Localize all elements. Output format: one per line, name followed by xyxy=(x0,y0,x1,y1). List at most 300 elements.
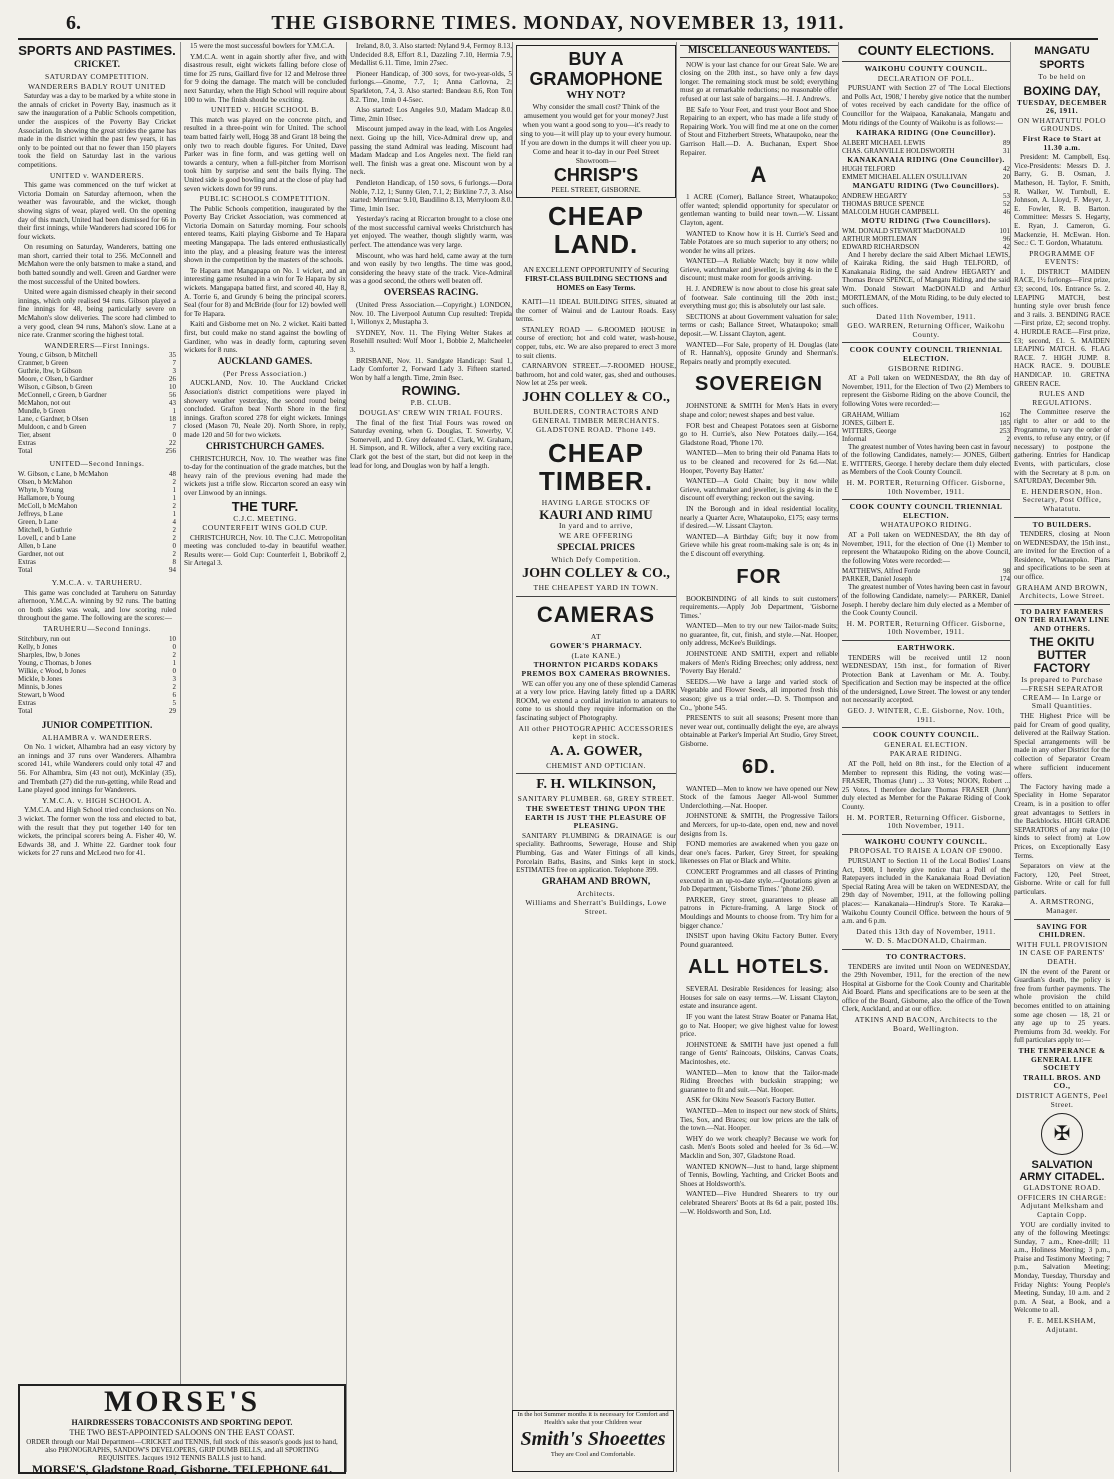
classified-ad: JOHNSTONE & SMITH for Men's Hats in every shape and color; newest shapes and best value. xyxy=(680,402,838,419)
candidate-row xyxy=(842,173,1010,181)
votes-table xyxy=(842,227,1010,251)
article-paragraph: This game was commenced on the turf wicket at Victoria Domain on Saturday afternoon, when the weather was favourable, and the wicket, though showing signs of wear, played well. On the opening day of this match, United had been dismissed for 66 in their first innings, while Wanderers had scored 106 for four wickets. xyxy=(18,181,176,241)
ad-text: They are Cool and Comfortable. xyxy=(550,1451,636,1458)
row-value: 10 xyxy=(169,383,176,392)
classified-ad: CONCERT Programmes and all classes of Printing executed in an up-to-date style.—Quotations given at Job Department, 'Gisborne Times.' 'phone 260. xyxy=(680,867,838,894)
classified-ad: WANTED—A Gold Chain; buy it now while Grieve, watchmaker and jeweller, is giving 4s in the £ discount off everything; reckon out the saving. xyxy=(680,477,838,503)
column-elections xyxy=(838,42,1010,1472)
ad-address: Williams and Sherratt's Buildings, Lowe Street. xyxy=(525,898,667,916)
row-value: 2 xyxy=(172,650,176,659)
row-value: 1 xyxy=(172,494,176,502)
batsman-row xyxy=(18,518,176,526)
batsman-row xyxy=(18,558,176,566)
row-label: McColl, b McMahon xyxy=(18,502,78,510)
article-paragraph: On No. 1 wicket, Alhambra had an easy victory by an innings and 37 runs over Wanderers. Alhambra scored 141, while Wanderers could only total 47 and 56. For Alhambra, Sim (43 not out), McKinlay (35), and Trembath (27) did the run-getting, while Read and Lane played good innings for Wanderers. xyxy=(18,743,176,795)
row-label: Sharples, lbw, b Jones xyxy=(18,650,80,659)
row-value: 29 xyxy=(169,706,176,715)
ad-text: CHEMIST AND OPTICIAN. xyxy=(546,760,646,770)
row-value: 1 xyxy=(172,486,176,494)
subheading: (Per Press Association.) xyxy=(223,368,307,378)
classified-ad: NOW is your last chance for our Great Sale. We are closing on the 20th inst., so have only a few days longer. The remaining stock must be sold; everything must go at remarkable reductions; no reasonable offer refused at our last sale of bargains.—H. J. Andrew's. xyxy=(680,60,838,103)
row-value: 56 xyxy=(169,391,176,400)
votes-table xyxy=(842,192,1010,216)
notice-signature: A. ARMSTRONG, Manager. xyxy=(1029,897,1095,916)
subheading: KAIRAKA RIDING (One Councillor). xyxy=(856,128,996,138)
smiths-shoeettes-ad xyxy=(512,1410,674,1472)
ad-text: CARNARVON STREET.—7-ROOMED HOUSE, bathroom, hot and cold water, gas, shed and outhouses. Now let at 25s per week. xyxy=(516,362,676,388)
batsman-row xyxy=(18,659,176,667)
notice-signature: H. M. PORTER, Returning Officer. Gisborne, 10th November, 1911. xyxy=(846,618,1006,637)
row-value: 1 xyxy=(172,658,176,667)
article-paragraph: Kaiti and Gisborne met on No. 2 wicket. Kaiti batted first, but could make no stand against the bowling of Gardiner, who was in deadly form, capturing seven wickets for 8 runs. xyxy=(184,320,346,355)
wanteds-heading: MISCELLANEOUS WANTEDS. xyxy=(680,45,838,58)
subheading: CHRISTCHURCH GAMES. xyxy=(205,441,325,452)
article-paragraph: AUCKLAND, Nov. 10. The Auckland Cricket Association's district competitions were played in showery weather yesterday, the second round being concluded. Grafton beat North Shore in the first innings. Grafton scored 278 for eight wickets. Innings closed (Mason 70, Neale 20). North Shore, in reply, made 120 and 50 for two wickets. xyxy=(184,379,346,439)
ad-subtitle: WHY NOT? xyxy=(566,89,626,101)
votes-table xyxy=(842,139,1010,155)
batsman-row xyxy=(18,707,176,715)
notice-date: Dated 11th November, 1911. xyxy=(876,311,976,321)
batsman-row xyxy=(18,675,176,683)
display-word: FOR xyxy=(736,565,782,588)
subheading: WITH FULL PROVISION IN CASE OF PARENTS' DEATH. xyxy=(1016,939,1108,967)
row-value: 26 xyxy=(169,375,176,384)
classified-ad: WANTED to Know how it is H. Currie's Seed and Table Potatoes are so much superior to any others; no wonder he wins all prizes. xyxy=(680,229,838,255)
row-label: Guthrie, lbw, b Gibson xyxy=(18,367,82,376)
notice-signature: H. M. PORTER, Returning Officer. Gisborne, 10th November, 1911. xyxy=(846,478,1006,496)
notice-paragraph: 1. DISTRICT MAIDEN RACE, 1½ furlongs—First prize, £3; second, 10s. Entrance 5s. 2. LEAPING MATCH, best hunting style over brush fence and 3 rails. 3. BENDING RACE—First prize, £2; second trophy. 4. HURDLE RACE—First prize, £3; second, £1. 5. MAIDEN LEAPING MATCH. 6. FLAG RACE. 7. HIGH JUMP. 8. HACK RACE. 9. DOUBLE HANDICAP. 10. GRETNA GREEN RACE. xyxy=(1014,267,1110,388)
classified-ad: WANTED—A Reliable Watch; buy it now while Grieve, watchmaker and jeweller, is giving 4s in the £ discount; must make room for goods arriving. xyxy=(680,257,838,283)
row-value: 3 xyxy=(172,367,176,376)
subheading: GENERAL ELECTION. xyxy=(884,739,968,749)
row-value: 8 xyxy=(172,558,176,566)
candidate-row xyxy=(842,575,1010,583)
row-value: 31 xyxy=(1003,146,1010,155)
candidate-row xyxy=(842,235,1010,243)
subheading: WANDERERS BADLY ROUT UNITED xyxy=(28,81,166,91)
candidate-row xyxy=(842,227,1010,235)
row-value: 20 xyxy=(1003,173,1010,182)
article-paragraph: This game was concluded at Taruheru on Saturday afternoon, Y.M.C.A. winning by 92 runs. The batting on both sides was weak, and low scoring ruled throughout the game. The following are the scores:— xyxy=(18,588,176,623)
article-paragraph: Pioneer Handicap, of 300 sovs, for two-year-olds, 5 furlongs.—Gnome, 7.7, 1; Anna Carlovna, 2; Sparkleton, 7.4, 3. Also started: Bandeau 8.6, Ron Ton 8.2. Time, 1min 0 4-5sec. xyxy=(350,69,512,104)
batsman-row xyxy=(18,550,176,558)
row-value: 10 xyxy=(169,634,176,643)
row-label: ARTHUR MORTLEMAN xyxy=(842,234,917,243)
row-label: Total xyxy=(18,566,33,574)
subheading: C.J.C. MEETING. xyxy=(233,513,297,523)
notice-paragraph: THE Highest Price will be paid for Cream of good quality, delivered at the Railway Station. Special arrangements will be made in any other District for the collection of Separator Cream where sufficient inducement offers. xyxy=(1014,712,1110,781)
classified-ad: FOR best and Cheapest Potatoes seen at Gisborne go to H. Currie's, also New Potatoes daily.—164, Gladstone Road, 'Phone 170. xyxy=(680,421,838,447)
ad-text: WE can offer you any one of these splendid Cameras at a very low price. Having lately fitted up a DARK ROOM, we extend a cordial invitation to amateurs to come to us should they require information on the fascinating subject of Photography. xyxy=(516,679,676,723)
county-elections-heading: COUNTY ELECTIONS. xyxy=(857,43,995,58)
row-label: WITTERS, George xyxy=(842,426,897,435)
ad-address: MORSE'S, Gladstone Road, Gisborne. TELEPHONE 641. xyxy=(31,1462,333,1476)
notice-paragraph: The greatest number of Votes having been cast in favour of the following Candidate, namely:— PARKER, Daniel Joseph. I hereby declare him duly elected as a Member of the Cook County Council. xyxy=(842,583,1010,618)
row-label: Young, c Gibson, b Mitchell xyxy=(18,351,98,360)
sports-heading: SPORTS AND PASTIMES. xyxy=(18,43,176,58)
ad-text: KAURI AND RIMU xyxy=(539,507,653,523)
batsman-row xyxy=(18,415,176,423)
batsman-row xyxy=(18,383,176,391)
article-paragraph: SYDNEY, Nov. 11. The Flying Welter Stakes at Rosehill resulted: Wolf Moor 1, Bobbie 2, Maltcheeler 3. xyxy=(350,328,512,354)
notice-paragraph: YOU are cordially invited to any of the following Meetings: Sunday, 7 a.m., Knee-drill; 11 a.m., Holiness Meeting; 3 p.m., Praise and Testimony Meeting; 7 p.m., Salvation Meeting; Monday, Tuesday, Thursday and Friday Nights: Young People's Meeting, Sunday, 10 a.m. and 2 p.m. A Seat, a Book, and a Welcome to all. xyxy=(1014,1220,1110,1315)
row-label: EMMET MICHAEL ALLEN O'SULLIVAN xyxy=(842,173,967,182)
column-advertisements xyxy=(512,42,676,1472)
row-label: ALBERT MICHAEL LEWIS xyxy=(842,138,926,147)
ad-text: SANITARY PLUMBER. 68, GREY STREET. xyxy=(517,794,675,804)
row-value: 162 xyxy=(999,410,1010,419)
display-word: SOVEREIGN xyxy=(695,373,823,396)
row-value: 2 xyxy=(172,502,176,510)
notice-paragraph: AT a Poll taken on WEDNESDAY, the 8th day of November, 1911, for the Election of Two (2) Members to represent the Gisborne Riding on the above Council, the following Votes were recorded:— xyxy=(842,374,1010,409)
row-label: McConnell, c Green, b Gardner xyxy=(18,391,107,400)
classified-ad: SECTIONS at about Government valuation for sale; terms or cash; Ballance Street, Whataupoko; small deposit.—W. Lissant Clayton, agent. xyxy=(680,312,838,339)
candidate-row xyxy=(842,243,1010,251)
row-value: 48 xyxy=(169,470,176,478)
subheading: UNITED v. HIGH SCHOOL B. xyxy=(211,105,319,115)
okitu-heading: THE OKITU BUTTER FACTORY xyxy=(1029,634,1095,675)
article-paragraph: Yesterday's racing at Riccarton brought to a close one of the most successful carnival weeks Christchurch has yet enjoyed. The weather, though slightly warm, was perfect. The attendance was very large. xyxy=(350,215,512,250)
notice-paragraph: TENDERS will be received until 12 noon WEDNESDAY, 15th inst., for formation of River Protection Bank at Lavenham or Mr. A. Touby. Specification and Section may be inspected at the office of the undersigned, Lowe Street. The lowest or any tender not necessarily accepted. xyxy=(842,653,1010,705)
subheading: DOUGLAS' CREW WIN TRIAL FOURS. xyxy=(359,407,503,417)
batsman-row xyxy=(18,542,176,550)
batsman-row xyxy=(18,534,176,542)
batsman-row xyxy=(18,407,176,415)
page-number: 6. xyxy=(66,12,81,34)
row-label: MATTHEWS, Alfred Forde xyxy=(842,567,921,576)
batsman-row xyxy=(18,359,176,367)
cricket-heading: CRICKET. xyxy=(73,60,120,70)
notice-paragraph: AT a Poll taken on WEDNESDAY, the 8th day of November, 1911, for the election of One (1) Member to represent the Whataupoko Riding on the above Council, the following Votes were recorded:— xyxy=(842,530,1010,565)
notice-paragraph: PURSUANT to Section 11 of the Local Bodies' Loans Act, 1908, I hereby give notice that a Poll of the Ratepayers included in the Kanakanaia Road Deviation Special Rating Area will be taken on WEDNESDAY, the 29th day of November, 1911, at the following polling places:— Kanakanaia—Hindrup's Store. Te Karaka—Waikohu County Council Office. between the hours of 9 a.m. and 6 p.m. xyxy=(842,856,1010,926)
row-label: Hallamore, b Young xyxy=(18,494,75,502)
row-value: 2 xyxy=(1006,434,1010,443)
subheading: TO DAIRY FARMERS ON THE RAILWAY LINE AND OTHERS. xyxy=(1014,606,1110,634)
ad-text: THORNTON PICARDS KODAKS PREMOS BOX CAMERAS BROWNIES. xyxy=(521,660,671,679)
candidate-row xyxy=(842,208,1010,216)
notice-signature: GEO. WARREN, Returning Officer, Waikohu County. xyxy=(847,321,1005,339)
batsman-row xyxy=(18,526,176,534)
classified-ad: WANTED—Men to know we have opened our New Stock of the famous Jaeger All-wool Summer Underclothing.—Nat. Hooper. xyxy=(680,784,838,810)
row-label: Mitchell, b Guthrie xyxy=(18,526,72,534)
ad-text: SANITARY PLUMBING & DRAINAGE is our speciality. Bathrooms, Sewerage, House and Ship Plumbing, Gas and Water Fittings of all kinds, Porcelain Baths, Basins, and Sinks kept in stock. ESTIMATES free on application. Telephone 399. xyxy=(516,831,676,875)
row-value: 52 xyxy=(1003,199,1010,208)
candidate-row xyxy=(842,567,1010,575)
column-notices xyxy=(1010,42,1110,1472)
row-label: Total xyxy=(18,706,33,715)
subheading: MANGATU RIDING (Two Councillors). xyxy=(852,181,1000,191)
batsman-row xyxy=(18,367,176,375)
subheading: GLADSTONE ROAD. xyxy=(1023,1183,1101,1193)
row-label: Total xyxy=(18,447,33,456)
row-label: EDWARD RICHARDSON xyxy=(842,242,920,251)
ad-text: Which Defy Competition. xyxy=(551,554,641,564)
colley-name: JOHN COLLEY & CO., xyxy=(522,566,670,582)
row-label: Jeffreys, b Lane xyxy=(18,510,63,518)
ad-text: KAITI—11 IDEAL BUILDING SITES, situated at the corner of Wainui and de Lautour Roads. Easy terms. xyxy=(516,298,676,324)
row-value: 96 xyxy=(1003,234,1010,243)
batsman-row xyxy=(18,651,176,659)
classified-ad: WANTED—A Birthday Gift; buy it now from Grieve while his great room-making sale is on; 4s in the £ discount off everything. xyxy=(680,532,838,558)
row-label: GRAHAM, William xyxy=(842,410,900,419)
ad-text: HAVING LARGE STOCKS OF xyxy=(541,497,651,507)
boxing-day-heading: BOXING DAY, xyxy=(1023,83,1101,98)
article-paragraph: Saturday was a day to be marked by a white stone in the annals of cricket in Poverty Bay, inasmuch as it saw the inauguration of a Public Schools competition, under the auspices of the Poverty Bay Cricket Association. In showing the great strides the game has made in the district within the past few years, it has only to be pointed out that no fewer than 150 players took the field on Saturday last in the various competitions. xyxy=(18,92,176,169)
candidate-row xyxy=(842,139,1010,147)
subheading: TARUHERU—Second Innings. xyxy=(42,623,152,633)
row-label: Allen, b Lane xyxy=(18,542,57,550)
rowing-heading: ROWING. xyxy=(401,383,461,399)
subheading: WANDERERS—First Innings. xyxy=(44,340,150,350)
ad-text: FIRST-CLASS BUILDING SECTIONS and HOMES on Easy Terms. xyxy=(525,274,667,292)
cheap-timber-heading: CHEAP TIMBER. xyxy=(539,437,653,496)
ad-text: SPECIAL PRICES xyxy=(557,542,635,553)
article-paragraph: Miscount jumped away in the lead, with Los Angeles next. Going up the hill, Vice-Admiral drew up, and passing the stand Admiral was leading. Miscount had Madam Madcap and Los Angeles next. The field ran well. The finish was a great one. Miscount won by a neck. xyxy=(350,125,512,177)
turf-heading: THE TURF. xyxy=(231,498,299,514)
row-value: 1 xyxy=(172,407,176,416)
batsman-row xyxy=(18,431,176,439)
column-racing xyxy=(346,42,512,1472)
batsman-row xyxy=(18,447,176,455)
subheading: COOK COUNTY COUNCIL TRIENNIAL ELECTION. xyxy=(849,502,1003,520)
row-value: 0 xyxy=(172,542,176,550)
notice-paragraph: TENDERS, closing at Noon on WEDNESDAY, the 15th inst., are invited for the Erection of a Residence, Whataupoko. Plans and specifications to be seen at our office. xyxy=(1014,530,1110,582)
subheading: PUBLIC SCHOOLS COMPETITION. xyxy=(199,194,331,204)
row-value: 6 xyxy=(172,690,176,699)
land-ad xyxy=(516,262,676,295)
row-value: 2 xyxy=(172,550,176,558)
row-value: 35 xyxy=(169,351,176,360)
row-value: 256 xyxy=(165,447,176,456)
subheading: GISBORNE RIDING. xyxy=(888,363,964,373)
subheading: ON WHATATUTU POLO GROUNDS. xyxy=(1017,115,1107,134)
classified-ad: SEEDS.—We have a large and varied stock of Vegetable and Flower Seeds, all imported fresh this season; give us a trial order.—D. S. Thompson and Co., 'phone 545. xyxy=(680,677,838,712)
classified-ad: IF you want the latest Straw Boater or Panama Hat, go to Nat. Hooper; we give highest value for lowest price. xyxy=(680,1013,838,1039)
article-paragraph: Pendleton Handicap, of 150 sovs, 6 furlongs.—Dora Noble, 7.12, 1; Sunny Glen, 7.1, 2; Birkline 7.7, 3. Also started: Merrimac 9.10, Baudilino 8.13, Merryloom 8.0. Time, 1min 1sec. xyxy=(350,178,512,213)
classified-ad: FOND memories are awakened when you gaze on dear one's faces. Parker, Grey Street, for speaking likenesses on Flat or Black and White. xyxy=(680,840,838,866)
row-label: Mundle, b Green xyxy=(18,407,66,416)
batsman-row xyxy=(18,635,176,643)
classified-ad: WANTED—Five Hundred Shearers to try our celebrated Shearers' Boots at 8s 6d a pair, posted 10s.—W. Holdsworth and Son, Ltd. xyxy=(680,1190,838,1216)
subheading: PAKARAE RIDING. xyxy=(889,749,963,759)
batsman-row xyxy=(18,566,176,574)
wilkinson-name: F. H. WILKINSON, xyxy=(536,777,656,793)
article-paragraph: Y.M.C.A. went in again shortly after five, and with disastrous result, eight wickets falling before close of time for 25 runs, Gaillard five for 12 and Melrose three for 9 doing the damage. The match will be concluded next Saturday, when the High School will require about 100 to win. The finish should be exciting. xyxy=(184,52,346,104)
article-paragraph: This match was played on the concrete pitch, and resulted in a three-point win for United. The school team batted fairly well, Hogg 38 and Grant 18 being the only two to reach double figures. For United, Dave Parker was in fine form, and was getting well on towards a century, when a full-pitcher from Morrison took him by surprise and sent the bails flying. The United side is good bowling and at the close of play had seven wickets down for 99 runs. xyxy=(184,115,346,193)
article-paragraph: The Public Schools competition, inaugurated by the Poverty Bay Cricket Association, was commenced at Victoria Domain on Saturday morning. Four schools entered teams, Kaiti playing Gisborne and Te Hapara meeting Mangapapa. The lads entered enthusiastically into the play, and a pleasing feature was the interest shown in the competition by the masters of the schools. xyxy=(184,204,346,265)
notice-paragraph: IN the event of the Parent or Guardian's death, the policy is free from further payments. The whole provision the child becomes entitled to on attaining some age chosen — 18, 21 or any age up to 25 years. Premiums from 3d. weekly. For full particulars apply to:— xyxy=(1014,967,1110,1045)
subheading: DISTRICT AGENTS, Peel Street. xyxy=(1016,1090,1108,1109)
subheading: OVERSEAS RACING. xyxy=(383,288,479,299)
subheading: SAVING FOR CHILDREN. xyxy=(1036,921,1088,940)
row-value: 101 xyxy=(999,226,1010,235)
row-label: Minnis, b Jones xyxy=(18,682,63,691)
subheading: Y.M.C.A. v. TARUHERU. xyxy=(51,578,143,587)
subheading: DECLARATION OF POLL. xyxy=(877,73,975,83)
scorecard-table xyxy=(18,635,176,715)
row-value: 185 xyxy=(999,418,1010,427)
row-label: Muldoon, c and b Green xyxy=(18,423,87,432)
notice-paragraph: The Factory having made a Speciality in Home Separator Cream, is in a position to offer great advantages to Settlers in the Backblocks. HIGH GRADE SEPARATORS of any make (10 kinds to select from) at Low Prices, on Exceptionally Easy Terms. xyxy=(1014,782,1110,860)
notice-paragraph: PURSUANT with Section 27 of 'The Local Elections and Polls Act, 1908,' I hereby give notice that the number of votes received by each candidate for the office of Councillor for the Waipaoa, Kanakanaia, Mangatu and Motu ridings of the County of Waikohu is as follows:— xyxy=(842,84,1010,127)
notice-signature: F. E. MELKSHAM, Adjutant. xyxy=(1028,1316,1096,1334)
batsman-row xyxy=(18,375,176,383)
ad-text: (Late KANE.) xyxy=(571,650,621,660)
row-value: 2 xyxy=(172,682,176,691)
notice-paragraph: AT the Poll, held on 8th inst., for the Election of a Member to represent this Riding, the voting was:— FRASER, Thomas (Junr) ... 33 Votes; NOON, Robert ... 25 Votes. I therefore declare Thomas FRASER (Junr) duly elected as Member for the Pakarae Riding of Cook County. xyxy=(842,760,1010,811)
row-label: Extras xyxy=(18,558,36,566)
row-label: Wilson, c Gibson, b Green xyxy=(18,383,93,392)
article-paragraph: BRISBANE, Nov. 11. Sandgate Handicap: Saul 1, Lady Comforter 2, Forward Lady 3. Fifteen started. Won by half a length. Time, 2min 8sec. xyxy=(350,356,512,382)
smiths-name: Smith's Shoeettes xyxy=(520,1428,666,1450)
classified-ad: JOHNSTONE AND SMITH, expert and reliable makers of Men's Riding Breeches; only address, next 'Poverty Bay Herald.' xyxy=(680,650,838,676)
subheading: THE TEMPERANCE & GENERAL LIFE SOCIETY xyxy=(1018,1045,1106,1073)
row-value: 46 xyxy=(1003,207,1010,216)
ad-text: In the hot Summer months it is necessary for Comfort and Health's sake that your Children wear xyxy=(517,1411,669,1426)
candidate-row xyxy=(842,427,1010,435)
ad-address: PEEL STREET, GISBORNE. xyxy=(551,185,641,194)
morses-ad xyxy=(18,1384,346,1474)
row-label: HUGH TELFORD xyxy=(842,165,896,174)
batsman-row xyxy=(18,351,176,359)
ad-text: WE ARE OFFERING xyxy=(558,530,634,540)
colley-name: JOHN COLLEY & CO., xyxy=(522,389,670,405)
ad-text: GRAHAM AND BROWN, xyxy=(541,876,651,887)
article-paragraph: Te Hapara met Mangapapa on No. 1 wicket, and an interesting game resulted in a win for Te Hapara by six wickets. Mangapapa batted first, and scored 40, Hay 8, A. Torrie 6, and Grundy 6 being the principal scorers. Seal (four for 8) and McBride (four for 12) bowled well for Te Hapara. xyxy=(184,266,346,318)
subheading: OFFICERS IN CHARGE: Adjutant Melksham and Captain Copp. xyxy=(1017,1192,1107,1219)
ad-text: THE CHEAPEST YARD IN TOWN. xyxy=(533,583,659,593)
masthead xyxy=(18,8,1098,40)
classified-ad: WANTED—Men to bring their old Panama Hats to us to be cleaned and recovered for 2s 6d.—Nat. Hooper, 'Poverty Bay Hatter.' xyxy=(680,449,838,475)
row-label: PARKER, Daniel Joseph xyxy=(842,575,912,584)
column-sports xyxy=(18,42,176,1472)
article-paragraph: (United Press Association.—Copyright.) LONDON, Nov. 10. The Liverpool Autumn Cup resulted: Trepida 1, Willonyx 2, Mustapha 3. xyxy=(350,301,512,327)
subheading: WHATAUPOKO RIDING. xyxy=(880,520,972,530)
ad-text: AT xyxy=(590,631,602,641)
display-word: ALL HOTELS. xyxy=(688,956,830,979)
article-paragraph: The final of the first Trial Fours was rowed on Saturday evening, when G. Douglas, T. Sowerby, V. Somervell, and D. Grey defeated C. Clark, W. Graham, H. Simpson, and R. Willock, after a very exciting race. Clark got the best of the start, but did not keep in the lead for long, and Douglas won by half a length. xyxy=(350,418,512,470)
batsman-row xyxy=(18,683,176,691)
row-label: Wilkie, c Wood, b Jones xyxy=(18,666,86,675)
notice-paragraph: The Committee reserve the right to alter or add to the Programme, to vary the order of events, to refuse any entry, or (if necessary) to postpone the gathering. Entries for Handicap Events, with particulars, close with the Secretary at 8 p.m. on SATURDAY, December 9th. xyxy=(1014,408,1110,486)
ad-text: THE SWEETEST THING UPON THE EARTH IS JUST THE PLEASURE OF PLEASING. xyxy=(525,804,667,831)
notice-signature: E. HENDERSON, Hon. Secretary, Post Office, Whatatutu. xyxy=(1021,486,1103,513)
row-value: 89 xyxy=(1003,138,1010,147)
row-value: 0 xyxy=(172,666,176,675)
classified-ad: BE Safe to Your Feet, and trust your Boot and Shoe Repairing to an expert, who has made a life study of Repairing Work. You will find me at one on the corner of Stout and Fitzherbert Streets, Whataupoko, near the Garrison Hall.—D. A. Buchanan, Expert Shoe Repairer. xyxy=(680,105,838,157)
subheading: SATURDAY COMPETITION. xyxy=(44,72,150,81)
ad-shop-name: CHRISP'S xyxy=(553,165,639,185)
row-label: Stitchbury, run out xyxy=(18,634,71,643)
subheading: PROGRAMME OF EVENTS: xyxy=(1029,248,1095,267)
row-value: 5 xyxy=(172,698,176,707)
row-value: 7 xyxy=(172,423,176,432)
notice-paragraph: President: M. Campbell, Esq. Vice-Presidents: Messrs D. J. Barry, G. B. Osman, J. Matheson, H. Taylor, F. Smith, R. Walker, W. Turnbull, E. Johnson, A. Lloyd, F. Meyer, J. E. Fowler, R. B. Barton. Committee: Messrs S. Hegarty, E. Ryan, J. Cameron, G. Mackenzie, H. McEwan. Hon. Sec.: C. T. Gordon, Whatatutu. xyxy=(1014,153,1110,248)
votes-table xyxy=(842,411,1010,443)
row-value: 253 xyxy=(999,426,1010,435)
row-value: 18 xyxy=(169,415,176,424)
article-paragraph: On resuming on Saturday, Wanderers, batting one man short, carried their total to 256. McConnell and McMahon were the only batsmen to make a stand, and both batted soundly and well. Green and Gardner were the most successful of the United bowlers. xyxy=(18,243,176,286)
row-label: Extras xyxy=(18,439,36,448)
row-value: 1 xyxy=(172,510,176,518)
subheading: KANAKANAIA RIDING (One Councillor). xyxy=(847,154,1005,164)
row-label: Green, b Lane xyxy=(18,518,58,526)
row-label: Extras xyxy=(18,698,36,707)
subheading: TO BUILDERS. xyxy=(1032,519,1092,529)
row-value: 2 xyxy=(172,478,176,486)
row-label: Olsen, b McMahon xyxy=(18,478,73,486)
row-value: 174 xyxy=(999,575,1010,584)
batsman-row xyxy=(18,510,176,518)
ad-text: If you are down in the dumps it will cheer you up. Come and hear it to-day in our Peel Street Showroom— xyxy=(520,138,672,165)
ad-address: GLADSTONE ROAD. 'Phone 149. xyxy=(535,425,657,435)
row-label: McMahon, not out xyxy=(18,399,71,408)
row-value: 94 xyxy=(169,566,176,574)
classified-ad: INSIST upon having Okitu Factory Butter. Every Pound guaranteed. xyxy=(680,932,838,949)
ad-text: GOWER'S PHARMACY. xyxy=(550,641,642,651)
notice-paragraph: The greatest number of Votes having been cast in favour of the following Candidates, namely:— JONES, Gilbert E. WITTERS, George. I hereby declare them duly elected as Members of the Cook County Council. xyxy=(842,442,1010,477)
morses-name: MORSE'S xyxy=(103,1385,261,1418)
classified-ad: WANTED—For Sale, property of H. Douglas (late of R. Hannah's), opposite Grundy and Sherman's. Repairs neatly and promptly executed. xyxy=(680,340,838,366)
subheading: Is prepared to Purchase xyxy=(1021,674,1103,684)
ad-text: Why consider the small cost? Think of the amusement you would get for your money? Just when you want a good song to you—it's ready to sing to you—it will play up to your every humour. xyxy=(520,102,672,138)
classified-ad: PARKER, Grey street, guarantees to please all patrons in Picture-framing. A large Stock of Mouldings and Mounts to choose from. 'Try him for a bigger chance.' xyxy=(680,895,838,930)
row-label: W. Gibson, c Lane, b McMahon xyxy=(18,470,108,478)
notice-signature: W. D. S. MacDONALD, Chairman. xyxy=(865,936,987,946)
row-value: 22 xyxy=(169,439,176,448)
subheading: —FRESH SEPARATOR CREAM— In Large or Small Quantities. xyxy=(1020,684,1104,711)
subheading: COUNTERFEIT WINS GOLD CUP. xyxy=(202,523,328,533)
subheading: PROPOSAL TO RAISE A LOAN OF £9000. xyxy=(849,846,1003,856)
batsman-row xyxy=(18,391,176,399)
classified-ad: PRESENTS to suit all seasons; Present more than never wear out, continually delight the eye, are always obtainable at Parker's Imperial Art Studio, Grey Street, Gisborne. xyxy=(680,714,838,748)
article-paragraph: Y.M.C.A. and High School tried conclusions on No. 3 wicket. The former won the toss and elected to bat, with the result that they put together 140 for ten wickets, the principal scorers being A. Fisher 40, W. Edwards 38, and J. Whitte 22. Gardner took four wickets for 27 runs and McLeod two for 41. xyxy=(18,806,176,858)
mangatu-sports-heading: MANGATU SPORTS xyxy=(1034,45,1090,71)
classified-ad: WANTED—Men to inspect our new stock of Shirts, Ties, Sox, and Braces; our low prices are the talk of the town.—Nat. Hooper. xyxy=(680,1107,838,1133)
row-value: 43 xyxy=(169,399,176,408)
row-value: 0 xyxy=(172,642,176,651)
batsman-row xyxy=(18,470,176,478)
subheading: ALHAMBRA v. WANDERERS. xyxy=(42,732,152,742)
batsman-row xyxy=(18,494,176,502)
batsman-row xyxy=(18,643,176,651)
row-label: Kelly, b Jones xyxy=(18,642,58,651)
subheading: TO CONTRACTORS. xyxy=(885,951,967,961)
ad-text: BUILDERS, CONTRACTORS AND GENERAL TIMBER MERCHANTS. xyxy=(532,406,660,425)
column-sports-2 xyxy=(180,42,346,1472)
batsman-row xyxy=(18,486,176,494)
classified-ad: JOHNSTONE & SMITH, the Progressive Tailors and Mercers, for up-to-date, open end, new and novel designs from 1s. xyxy=(680,812,838,838)
newspaper-title: THE GISBORNE TIMES. MONDAY, NOVEMBER 13, 1911. xyxy=(271,12,845,34)
row-label: Young, c Thomas, b Jones xyxy=(18,658,92,667)
row-label: MALCOLM HUGH CAMPBELL xyxy=(842,207,939,216)
batsman-row xyxy=(18,478,176,486)
article-paragraph: 15 were the most successful bowlers for Y.M.C.A. xyxy=(190,42,335,50)
row-label: Gardner, not out xyxy=(18,550,64,558)
article-paragraph: Miscount, who was hard held, came away at the turn and won easily by two lengths. The time was good, considering the heavy state of the track. Vice-Admiral was a good second, the others well beaten off. xyxy=(350,251,512,286)
row-label: THOMAS BRUCE SPENCE xyxy=(842,199,925,208)
classified-ad: WANTED—Men to know that the Tailor-made Riding Breeches with buckskin strapping; we guarantee to fit and suit.—Nat. Hooper. xyxy=(680,1068,838,1094)
ad-text: In yard and to arrive, xyxy=(558,521,634,531)
notice-signature: GRAHAM AND BROWN, Architects, Lowe Street. xyxy=(1016,582,1108,601)
scorecard-table xyxy=(18,470,176,574)
column-wanteds xyxy=(676,42,838,1472)
candidate-row xyxy=(842,165,1010,173)
subheading: JUNIOR COMPETITION. xyxy=(41,720,153,731)
batsman-row xyxy=(18,691,176,699)
votes-table xyxy=(842,567,1010,583)
subheading: WAIKOHU COUNTY COUNCIL. xyxy=(864,836,988,846)
